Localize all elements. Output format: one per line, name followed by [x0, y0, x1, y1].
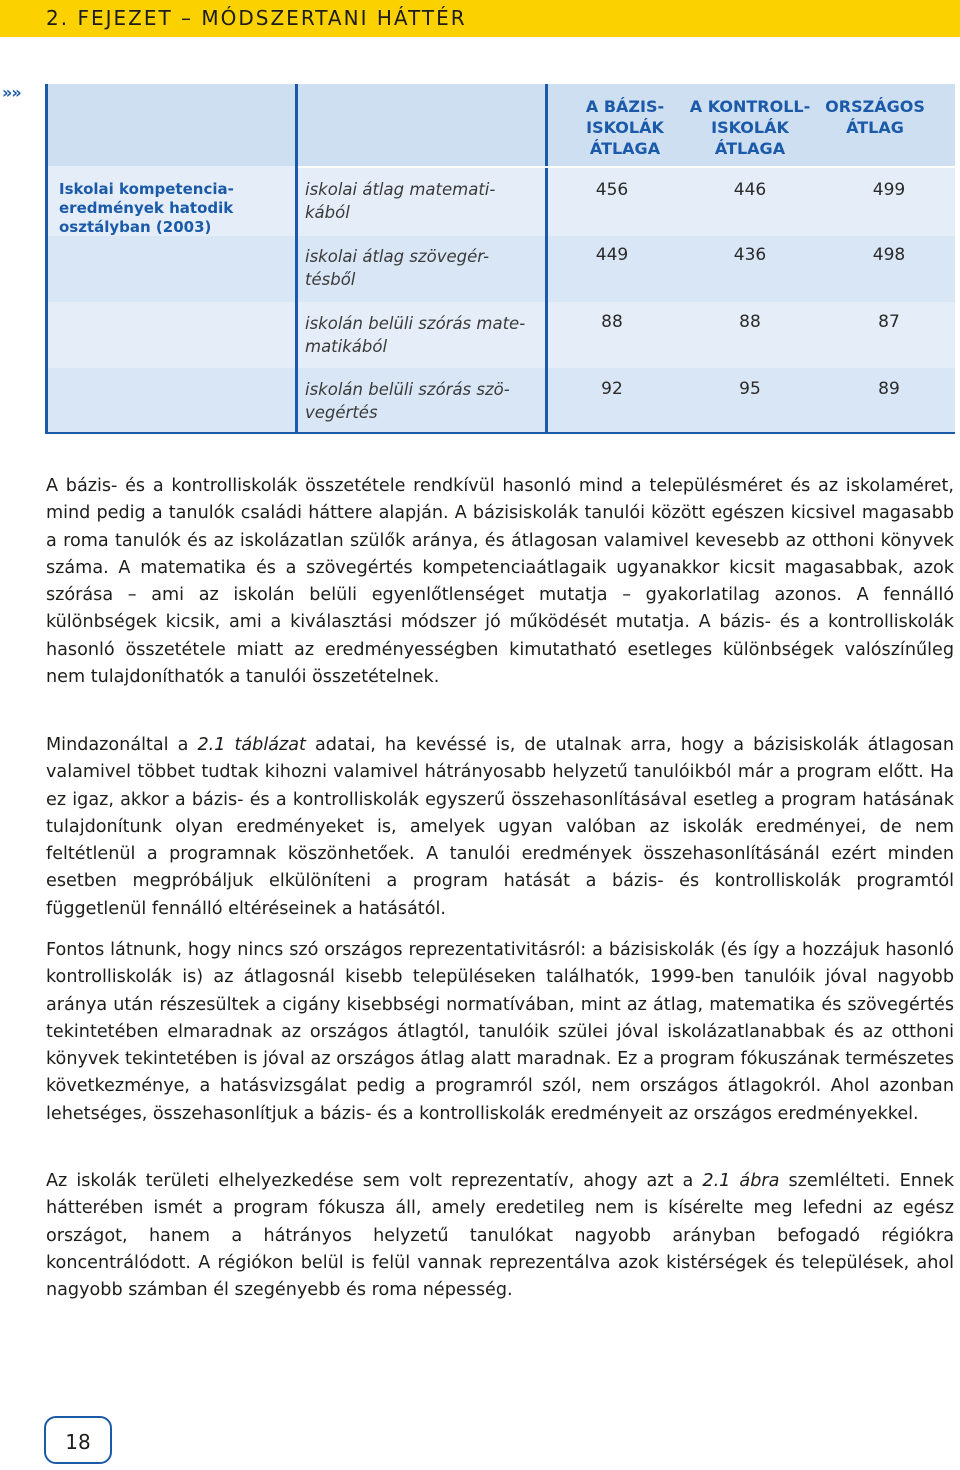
cell-value: 436 [733, 245, 767, 265]
metric-label: iskolán belüli szórás szö- vegértés [305, 380, 510, 422]
column-header-base: A BÁZIS- ISKOLÁK ÁTLAGA [585, 97, 665, 158]
body-paragraph: A bázis- és a kontrolliskolák összetétele rendkívül hasonló mind a településméret és az iskolaméret, mind pedig a tanulók családi háttere alapján. A bázisiskolák tanulói között egészen kicsivel magasabb a roma tanulók és az iskolázatlan szülők aránya, és átlagosan valamivel kevesebb az otthoni könyvek száma. A matematika és a szövegértés kompetenciaátlagaik ugyanakkor kicsit magasabbak, azok szórása – ami az iskolán belüli egyenlőtlenséget mutatja – gyakorlatilag azonos. A fennálló különbségek kicsik, ami a kiválasztási módszer jó működését mutatja. A bázis- és a kontrolliskolák hasonló összetétele miatt az eredményességben kimutatható esetleges különbségek valószínűleg nem tulajdoníthatók a tanulói összetételnek. [46, 476, 954, 688]
table-reference: 2.1 táblázat [197, 735, 306, 755]
body-paragraph: Mindazonáltal a 2.1 táblázat adatai, ha kevéssé is, de utalnak arra, hogy a bázisiskolák átlagosan valamivel többet tudtak kihozni valamivel hátrányosabb helyzetű tanulóikból már a program előtt. Ha ez igaz, akkor a bázis- és a kontrolliskolák egyszerű összehasonlításával esetleg a program hatásának tulajdonítunk olyan eredményeket is, amelyek ugyan valóban az iskolák eredményei, de nem feltétlenül a programnak köszönhetőek. A tanulói eredmények összehasonlításánál ezért minden esetben megpróbáljuk elkülöníteni a program hatását a bázis- és kontrolliskolák programtól függetlenül fennálló eltéréseinek a hatásától. [46, 735, 954, 919]
cell-value: 88 [601, 312, 623, 332]
table-bottom-border [45, 432, 955, 434]
cell-value: 499 [872, 180, 906, 200]
cell-value: 446 [733, 180, 767, 200]
chapter-title: 2. FEJEZET – MÓDSZERTANI HÁTTÉR [46, 6, 467, 30]
metric-label: iskolai átlag szövegér- tésből [305, 247, 490, 289]
table-divider [295, 84, 298, 434]
body-paragraph: Az iskolák területi elhelyezkedése sem volt reprezentatív, ahogy azt a 2.1 ábra szemlélteti. Ennek hátterében ismét a program fókusza áll, amely eredetileg nem is kísérelte meg lefedni az egész országot, hanem a hátrányos helyzetű tanulókat nagyobb arányban befogadó régiókra koncentrálódott. A régiókon belül is felül vannak reprezentálva azok kistérségek és települések, ahol nagyobb számban él szegényebb és roma népesség. [46, 1171, 955, 1301]
cell-value: 87 [878, 312, 900, 332]
table-header-row [45, 84, 955, 166]
cell-value: 456 [595, 180, 629, 200]
metric-label: iskolán belüli szórás mate- matikából [305, 314, 526, 356]
cell-value: 89 [878, 379, 900, 399]
table-left-border [45, 84, 48, 434]
table-divider [545, 84, 548, 434]
column-header-national: ORSZÁGOS ÁTLAG [825, 97, 925, 137]
body-paragraph: Fontos látnunk, hogy nincs szó országos reprezentativitásról: a bázisiskolák (és így a hozzájuk hasonló kontrolliskolák is) az átlagosnál kisebb településeken találhatók, 1999-ben tanulóik jóval nagyobb aránya után részesültek a cigány kisebbségi normatívában, mint az átlag, matematika és szövegértés tekintetében elmaradnak az országos átlagtól, tanulóik szülei jóval iskolázatlanabbak és az otthoni könyvek tekintetében is jóval az országos átlag alatt maradnak. Ez a program fókuszának természetes következménye, a hatásvizsgálat pedig a programról szól, nem országos átlagokról. Ahol azonban lehetséges, összehasonlítjuk a bázis- és a kontrolliskolák eredményeit az országos eredményekkel. [46, 940, 954, 1124]
row-group-label: Iskolai kompetencia- eredmények hatodik osztályban (2003) [59, 180, 234, 236]
figure-reference: 2.1 ábra [702, 1171, 780, 1191]
cell-value: 95 [739, 379, 761, 399]
page-number: 18 [44, 1416, 112, 1464]
row-separator [298, 166, 955, 168]
cell-value: 449 [595, 245, 629, 265]
cell-value: 498 [872, 245, 906, 265]
cell-value: 88 [739, 312, 761, 332]
column-header-control: A KONTROLL- ISKOLÁK ÁTLAGA [689, 97, 811, 158]
metric-label: iskolai átlag matemati- kából [305, 180, 496, 222]
continue-marker: »» [2, 83, 21, 102]
cell-value: 92 [601, 379, 623, 399]
